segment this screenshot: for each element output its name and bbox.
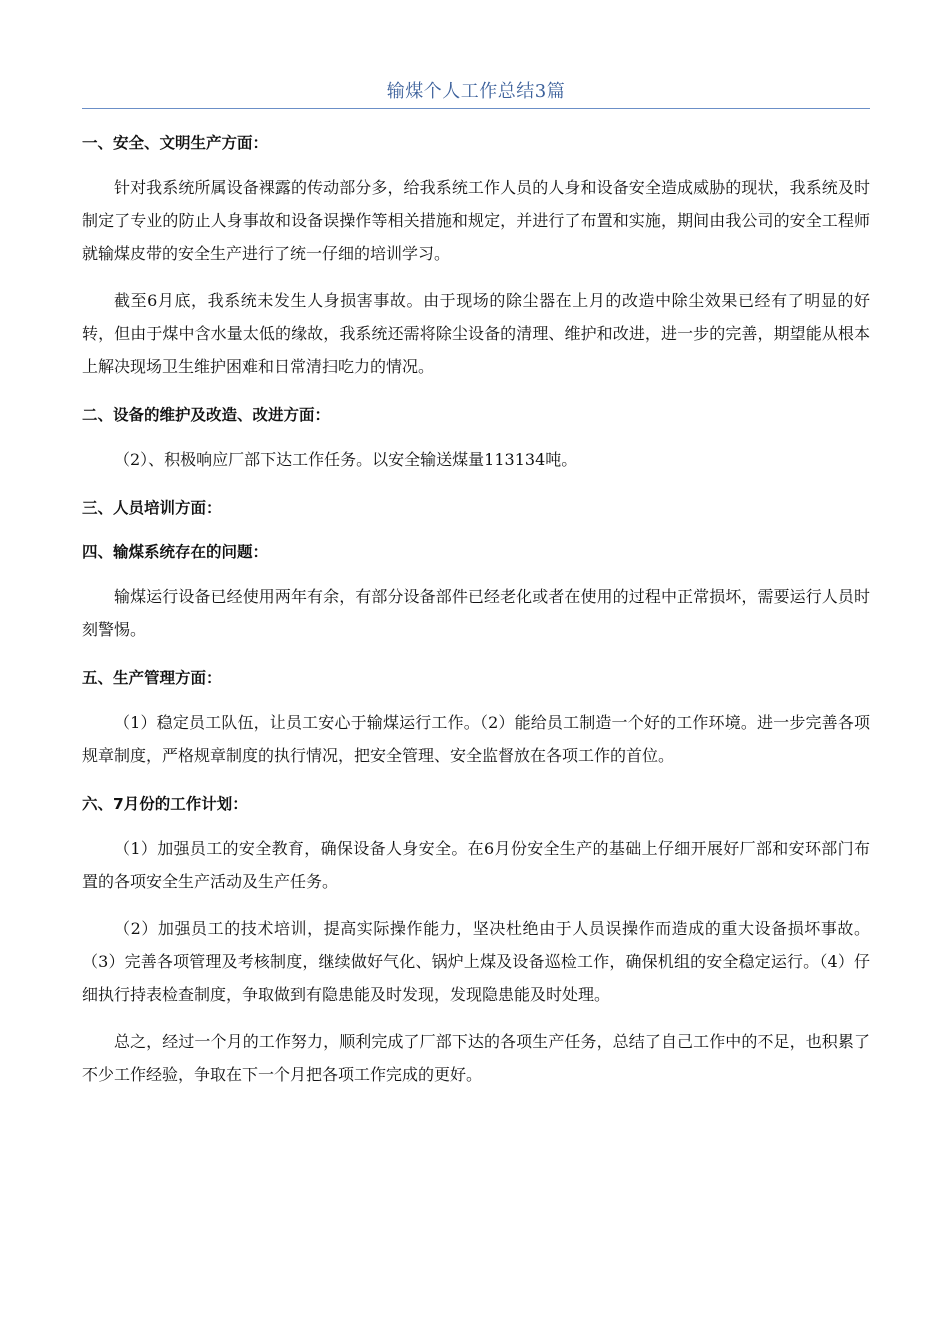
section-paragraph: 截至6月底，我系统未发生人身损害事故。由于现场的除尘器在上月的改造中除尘效果已经有了明显的好转，但由于煤中含水量太低的缘故，我系统还需将除尘设备的清理、维护和改进，进一步的完善，期望能从根本上解决现场卫生维护困难和日常清扫吃力的情况。 [82, 291, 870, 376]
section-3 [82, 496, 870, 520]
section-2 [82, 403, 870, 476]
closing-paragraph: 总之，经过一个月的工作努力，顺利完成了厂部下达的各项生产任务，总结了自己工作中的不足，也积累了不少工作经验，争取在下一个月把各项工作完成的更好。 [82, 1032, 870, 1084]
section-4 [82, 540, 870, 646]
section-paragraph: （2）、积极响应厂部下达工作任务。以安全输送煤量113134吨。 [114, 450, 578, 469]
section-heading: 一、安全、文明生产方面： [82, 134, 269, 152]
section-paragraph: （2）加强员工的技术培训，提高实际操作能力，坚决杜绝由于人员误操作而造成的重大设备损坏事故。（3）完善各项管理及考核制度，继续做好气化、锅炉上煤及设备巡检工作，确保机组的安全稳定运行。（4）仔细执行持表检查制度，争取做到有隐患能及时发现，发现隐患能及时处理。 [82, 919, 870, 1004]
section-heading: 五、生产管理方面： [82, 669, 222, 687]
section-5 [82, 666, 870, 772]
section-heading: 六、7月份的工作计划： [82, 795, 248, 813]
section-paragraph: 针对我系统所属设备裸露的传动部分多，给我系统工作人员的人身和设备安全造成威胁的现状，我系统及时制定了专业的防止人身事故和设备误操作等相关措施和规定，并进行了布置和实施，期间由我公司的安全工程师就输煤皮带的安全生产进行了统一仔细的培训学习。 [82, 178, 870, 263]
section-heading: 二、设备的维护及改造、改进方面： [82, 406, 331, 424]
section-paragraph: （1）加强员工的安全教育，确保设备人身安全。在6月份安全生产的基础上仔细开展好厂部和安环部门布置的各项安全生产活动及生产任务。 [82, 839, 870, 891]
title-divider [82, 108, 870, 109]
section-heading: 三、人员培训方面： [82, 499, 222, 517]
section-paragraph: 输煤运行设备已经使用两年有余，有部分设备部件已经老化或者在使用的过程中正常损坏，需要运行人员时刻警惕。 [82, 587, 870, 639]
section-paragraph: （1）稳定员工队伍，让员工安心于输煤运行工作。（2）能给员工制造一个好的工作环境。进一步完善各项规章制度，严格规章制度的执行情况，把安全管理、安全监督放在各项工作的首位。 [82, 713, 870, 765]
section-heading: 四、输煤系统存在的问题： [82, 543, 269, 561]
section-6 [82, 792, 870, 1091]
document-page [82, 78, 870, 1091]
document-title: 输煤个人工作总结3篇 [386, 81, 566, 102]
section-1 [82, 131, 870, 383]
